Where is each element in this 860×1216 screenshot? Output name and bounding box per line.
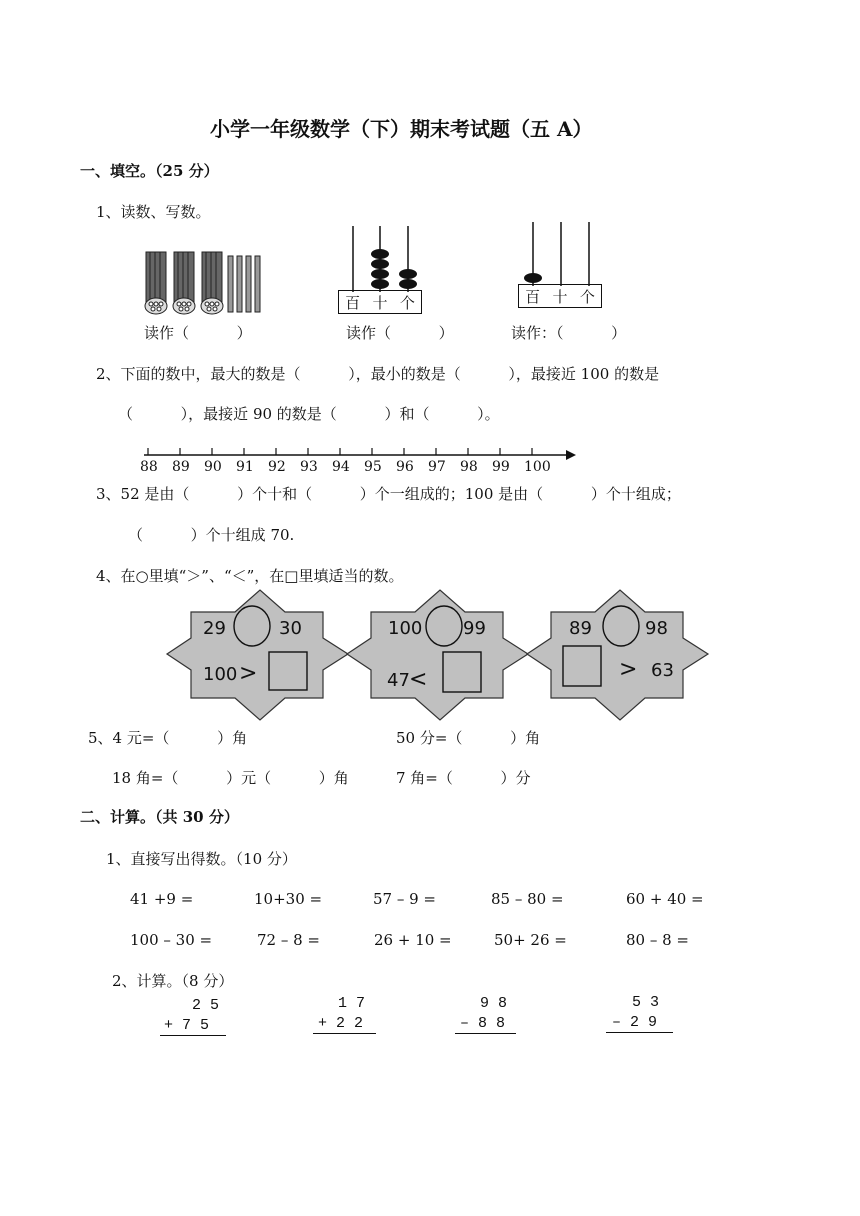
abacus-1 [338,226,422,314]
number-line-label: 99 [492,459,510,475]
abacus-2 [518,222,602,310]
number-line-label: 93 [300,459,318,475]
stick-bundles-figure [140,246,270,318]
calc-problem: 60 + 40 = [626,890,704,908]
ones-label: 个 [579,287,595,306]
compare-shapes-figure [165,590,711,720]
ones-label: 个 [399,293,415,312]
vertical-bottom: – 2 9 [612,1014,658,1031]
given-sign: < [409,667,428,692]
compare-shape-2 [347,590,528,720]
tens-label: 十 [552,287,568,306]
calc-problem: 57 – 9 = [373,890,437,908]
q3-line1: 3、52 是由（ ）个十和（ ）个一组成的；100 是由（ ）个十组成； [96,485,681,503]
calc-problem: 100 – 30 = [130,931,213,949]
number-line-label: 98 [460,459,478,475]
compare-right-number: 99 [463,618,486,639]
abacus-bead [524,273,542,283]
answer-line [455,1033,516,1034]
section2-heading: 二、计算。（共 30 分） [80,808,239,826]
hundreds-label: 百 [345,293,361,312]
ten-stick-bundle [173,252,195,314]
compare-left-number: 89 [569,618,592,639]
given-number: 100 [203,664,238,685]
given-number: 47 [387,670,410,691]
q3-line2: （ ）个十组成 70. [128,526,295,544]
number-line-label: 88 [140,459,158,475]
q5-a[interactable]: 5、4 元=（ ）角 [88,729,248,747]
compare-right-number: 30 [279,618,302,639]
vertical-top: 9 8 [480,995,508,1012]
compare-shape-3 [527,590,708,720]
read-answer-b[interactable]: 读作（ ） [346,324,454,342]
q5-c[interactable]: 18 角=（ ）元（ ）角 [112,769,349,787]
calc-problem: 80 – 8 = [626,931,690,949]
q4-prompt: 4、在○里填“＞”、“＜”，在□里填适当的数。 [96,567,404,585]
vertical-bottom: – 8 8 [460,1015,506,1032]
number-line-label: 96 [396,459,414,475]
ten-stick-bundle [145,252,167,314]
answer-line [160,1035,226,1036]
calc-problem: 26 + 10 = [374,931,452,949]
calc-problem: 72 – 8 = [257,931,321,949]
number-line-label: 100 [524,459,551,475]
abacus-bead [371,249,417,289]
answer-line [313,1033,376,1034]
vertical-top: 5 3 [632,994,660,1011]
number-line-label: 90 [204,459,222,475]
calc-problem: 10+30 = [254,890,323,908]
single-sticks [228,256,260,312]
calc-q1-prompt: 1、直接写出得数。（10 分） [106,850,297,868]
section1-heading: 一、填空。（25 分） [80,162,219,180]
q2-line2: （ ），最接近 90 的数是（ ）和（ ）。 [118,405,500,423]
page-title: 小学一年级数学（下）期末考试题（五 A） [210,117,593,141]
calc-q2-prompt: 2、计算。（8 分） [112,972,234,990]
number-line-label: 97 [428,459,446,475]
given-sign: > [239,661,258,686]
given-number: 63 [651,660,674,681]
compare-shape-1 [167,590,348,720]
number-line-label: 91 [236,459,254,475]
q1-prompt: 1、读数、写数。 [96,203,211,221]
q5-b[interactable]: 50 分=（ ）角 [396,729,541,747]
number-line-label: 95 [364,459,382,475]
number-line-label: 94 [332,459,350,475]
q5-d[interactable]: 7 角=（ ）分 [396,769,531,787]
number-line-label: 89 [172,459,190,475]
calc-problem: 41 +9 = [130,890,194,908]
read-answer-a[interactable]: 读作（ ） [144,324,252,342]
given-sign: > [619,657,638,682]
vertical-bottom: + 2 2 [318,1015,364,1032]
vertical-top: 2 5 [192,997,220,1014]
ten-stick-bundle [201,252,223,314]
vertical-top: 1 7 [338,995,366,1012]
calc-problem: 85 – 80 = [491,890,564,908]
hundreds-label: 百 [525,287,541,306]
vertical-bottom: + 7 5 [164,1017,210,1034]
answer-line [606,1032,673,1033]
read-answer-c[interactable]: 读作：（ ） [511,324,627,342]
tens-label: 十 [372,293,388,312]
number-line-label: 92 [268,459,286,475]
q2-line1: 2、下面的数中，最大的数是（ ），最小的数是（ ），最接近 100 的数是 [96,365,660,383]
compare-right-number: 98 [645,618,668,639]
compare-left-number: 29 [203,618,226,639]
compare-left-number: 100 [388,618,423,639]
calc-problem: 50+ 26 = [494,931,567,949]
